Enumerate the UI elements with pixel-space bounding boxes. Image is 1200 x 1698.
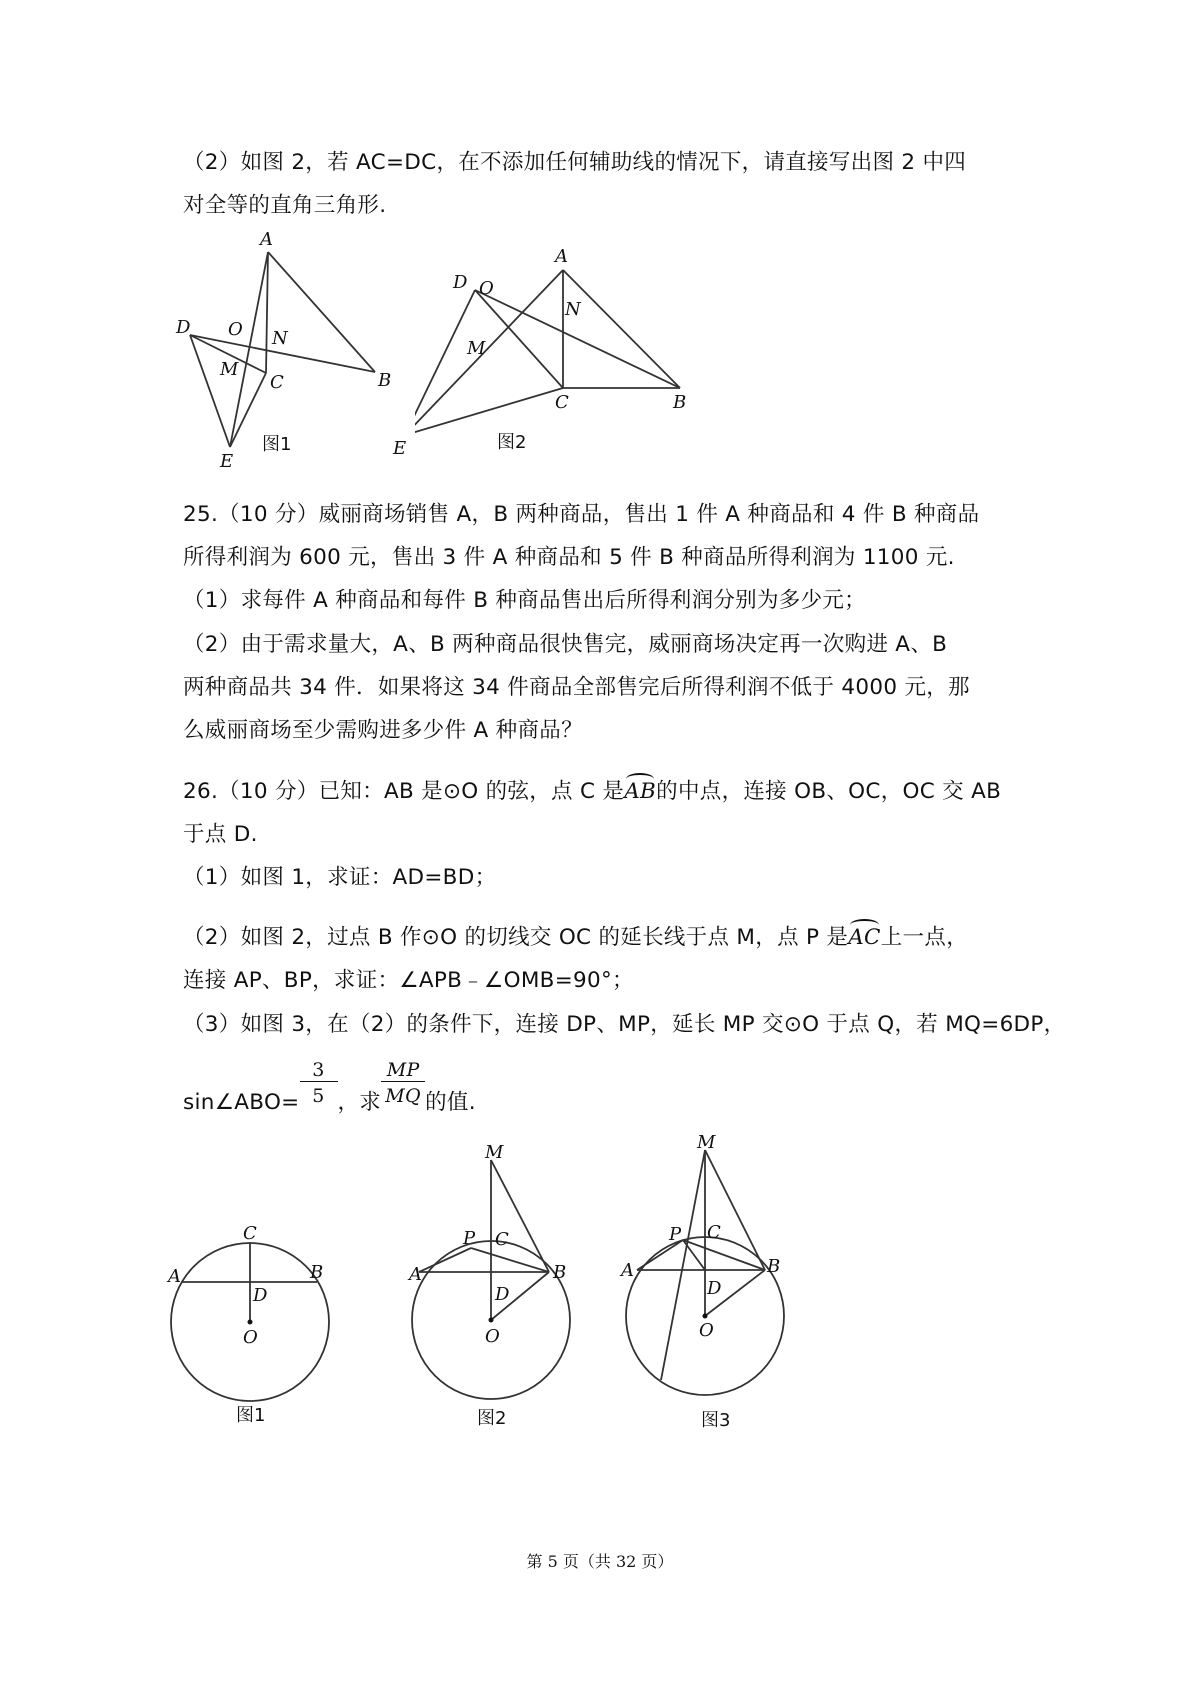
fig24-1-label-C: C <box>270 372 284 393</box>
fig26-2-label-O: O <box>485 1326 500 1347</box>
fig24-2-label-A: A <box>555 246 568 267</box>
fig24-2-label-N: N <box>565 299 581 320</box>
fig24-1-label-O: O <box>228 319 243 340</box>
q25-line1: 25.（10 分）威丽商场销售 A，B 两种商品，售出 1 件 A 种商品和 4 件 B 种商品 <box>183 502 980 527</box>
fig24-1-label-M: M <box>220 359 239 380</box>
fig26-1-caption: 图1 <box>236 1405 266 1426</box>
q26-part1: （1）如图 1，求证：AD=BD； <box>183 865 497 890</box>
fig24-2-label-D: D <box>453 272 468 293</box>
fig26-2-label-B: B <box>553 1262 567 1283</box>
fig26-2-caption: 图2 <box>477 1408 507 1429</box>
fig26-1-label-D: D <box>253 1285 268 1306</box>
page-footer: 第 5 页（共 32 页） <box>526 1552 674 1571</box>
fig26-3-label-O: O <box>699 1320 714 1341</box>
fig26-3-label-M: M <box>697 1132 716 1153</box>
q26-figure-2 <box>405 1140 605 1440</box>
fig24-2-caption: 图2 <box>497 432 527 453</box>
fraction-denominator: MQ <box>385 1085 421 1107</box>
q26-part2-line2: 连接 AP、BP，求证：∠APB﹣∠OMB=90°； <box>183 968 634 993</box>
q24-figure-1 <box>170 225 410 475</box>
fig26-3-label-C: C <box>707 1222 721 1243</box>
q25-part2-line1: （2）由于需求量大，A、B 两种商品很快售完，威丽商场决定再一次购进 A、B <box>183 632 948 657</box>
fig24-1-label-B: B <box>378 370 392 391</box>
q26-part2-b: 上一点， <box>880 925 968 950</box>
fig26-2-label-P: P <box>463 1228 476 1249</box>
fig26-1-label-C: C <box>243 1223 257 1244</box>
q24-part2-line2: 对全等的直角三角形. <box>183 193 387 218</box>
q26-line1-a: 26.（10 分）已知：AB 是⊙O 的弦，点 C 是 <box>183 779 625 804</box>
fig24-1-label-N: N <box>272 328 288 349</box>
fig26-2-label-A: A <box>409 1264 422 1285</box>
q26-part2-line1 <box>183 920 968 951</box>
fig24-1-label-A: A <box>260 229 273 250</box>
q26-arc-AC: AC <box>848 925 881 950</box>
fig26-1-label-A: A <box>168 1266 181 1287</box>
q26-figure-3 <box>615 1130 815 1440</box>
q26-part3-line1: （3）如图 3，在（2）的条件下，连接 DP、MP，延长 MP 交⊙O 于点 Q，若 MQ=6DP， <box>183 1012 1066 1037</box>
fig24-1-label-D: D <box>176 317 191 338</box>
q26-part3-b: ，求 <box>337 1090 382 1115</box>
q25-line2: 所得利润为 600 元，售出 3 件 A 种商品和 5 件 B 种商品所得利润为 1100 元. <box>183 545 955 570</box>
fig24-2-label-E: E <box>393 438 407 459</box>
fig24-1-caption: 图1 <box>262 434 292 455</box>
q26-part3-c: 的值. <box>425 1090 476 1115</box>
fig24-2-label-M: M <box>467 338 486 359</box>
fraction-3-5 <box>300 1059 338 1109</box>
q26-part2-a: （2）如图 2，过点 B 作⊙O 的切线交 OC 的延长线于点 M，点 P 是 <box>183 925 849 950</box>
fig26-3-label-D: D <box>707 1278 722 1299</box>
fig26-1-label-O: O <box>243 1327 258 1348</box>
q26-part3-a: sin∠ABO= <box>183 1090 300 1115</box>
fig24-2-label-B: B <box>673 392 687 413</box>
fig24-2-label-C: C <box>555 392 569 413</box>
q25-part2-line3: 么威丽商场至少需购进多少件 A 种商品？ <box>183 718 583 743</box>
fig26-3-label-A: A <box>621 1260 634 1281</box>
fig26-3-label-B: B <box>767 1256 781 1277</box>
fig26-1-label-B: B <box>310 1262 324 1283</box>
q25-part1: （1）求每件 A 种商品和每件 B 种商品售出后所得利润分别为多少元； <box>183 588 866 613</box>
fraction-numerator: 3 <box>300 1059 338 1082</box>
fig24-2-label-O: O <box>479 278 494 299</box>
fig26-2-label-D: D <box>495 1284 510 1305</box>
fig26-2-label-M: M <box>485 1142 504 1163</box>
fraction-denominator: 5 <box>312 1085 325 1107</box>
q24-part2-line1: （2）如图 2，若 AC=DC，在不添加任何辅助线的情况下，请直接写出图 2 中四 <box>183 150 967 175</box>
fig26-2-label-C: C <box>495 1229 509 1250</box>
fraction-numerator: MP <box>381 1059 425 1082</box>
fig26-3-label-P: P <box>669 1224 682 1245</box>
q26-part3-line2 <box>183 1059 476 1116</box>
fig24-1-label-E: E <box>220 451 234 472</box>
fraction-mp-mq <box>381 1059 425 1109</box>
q26-figure-1 <box>160 1215 360 1435</box>
q24-figure-2 <box>415 240 695 470</box>
q26-arc-AB: AB <box>624 779 657 804</box>
q25-part2-line2: 两种商品共 34 件．如果将这 34 件商品全部售完后所得利润不低于 4000 元，那 <box>183 675 970 700</box>
q26-line1 <box>183 774 1001 805</box>
q26-line2: 于点 D. <box>183 822 258 847</box>
fig26-3-caption: 图3 <box>701 1410 731 1431</box>
q26-line1-b: 的中点，连接 OB、OC，OC 交 AB <box>656 779 1002 804</box>
